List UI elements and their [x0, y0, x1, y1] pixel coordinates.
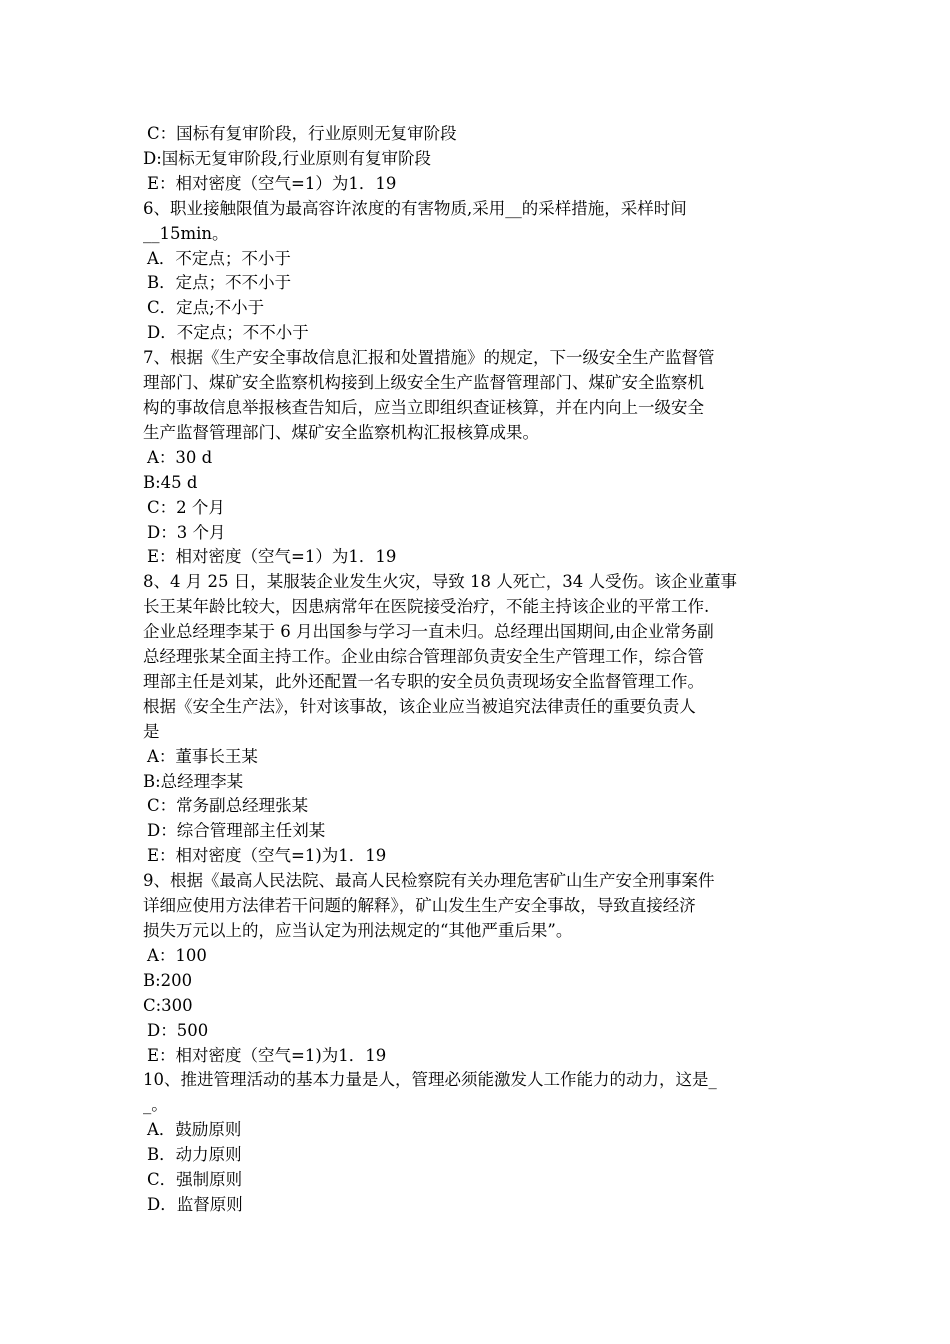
option-line: A：董事长王某 — [147, 746, 258, 766]
document-content — [143, 122, 811, 1218]
option-line: E：相对密度（空气=1）为1．19 — [147, 173, 397, 193]
question-stem-line: 长王某年龄比较大，因患病常年在医院接受治疗，不能主持该企业的平常工作. — [143, 597, 710, 617]
question-stem-line: __15min。 — [143, 223, 229, 243]
option-line: E：相对密度（空气=1)为1．19 — [147, 1045, 387, 1065]
question-stem-line: 企业总经理李某于 6 月出国参与学习一直未归。总经理出国期间,由企业常务副 — [143, 622, 714, 642]
option-line: C．强制原则 — [147, 1170, 243, 1190]
question-stem-line: 损失万元以上的，应当认定为刑法规定的“其他严重后果”。 — [143, 921, 573, 940]
question-stem-line: 生产监督管理部门、煤矿安全监察机构汇报核算成果。 — [143, 422, 539, 442]
option-line: E：相对密度（空气=1)为1．19 — [147, 846, 387, 866]
option-line: C：常务副总经理张某 — [147, 796, 309, 816]
question-10 — [143, 1068, 811, 1217]
option-line: B:200 — [143, 970, 193, 990]
question-stem-line: _。 — [143, 1095, 168, 1115]
option-line: D．不定点；不不小于 — [147, 323, 309, 343]
question-6 — [143, 197, 811, 346]
option-line: D：500 — [147, 1020, 209, 1040]
option-line: B:总经理李某 — [143, 771, 244, 791]
option-line: D．监督原则 — [147, 1194, 243, 1214]
option-line: B．定点；不不小于 — [147, 273, 292, 293]
option-line: A：100 — [147, 945, 207, 965]
option-line: D:国标无复审阶段,行业原则有复审阶段 — [143, 148, 432, 168]
pre-options — [143, 122, 811, 197]
question-9 — [143, 869, 811, 1068]
question-stem-line: 根据《安全生产法》，针对该事故，该企业应当被追究法律责任的重要负责人 — [143, 696, 696, 716]
question-stem-line: 总经理张某全面主持工作。企业由综合管理部负责安全生产管理工作，综合管 — [143, 647, 704, 667]
option-line: A．鼓励原则 — [147, 1120, 242, 1140]
option-line: E：相对密度（空气=1）为1．19 — [147, 547, 397, 567]
option-line: C：国标有复审阶段，行业原则无复审阶段 — [147, 124, 457, 143]
question-stem-line: 10、推进管理活动的基本力量是人，管理必须能激发人工作能力的动力，这是_ — [143, 1070, 717, 1090]
question-stem-line: 理部门、煤矿安全监察机构接到上级安全生产监督管理部门、煤矿安全监察机 — [143, 373, 704, 393]
option-line: B．动力原则 — [147, 1145, 242, 1165]
question-stem-line: 理部主任是刘某，此外还配置一名专职的安全员负责现场安全监督管理工作。 — [143, 671, 704, 691]
option-line: A：30 d — [147, 447, 213, 467]
question-stem-line: 7、根据《生产安全事故信息汇报和处置措施》的规定，下一级安全生产监督管 — [143, 348, 715, 368]
option-line: A．不定点；不小于 — [147, 248, 291, 268]
question-stem-line: 8、4 月 25 日，某服装企业发生火灾，导致 18 人死亡，34 人受伤。该企业董事 — [143, 572, 737, 592]
option-line: C：2 个月 — [147, 497, 225, 517]
question-8 — [143, 570, 811, 869]
option-line: B:45 d — [143, 472, 198, 492]
question-stem-line: 构的事故信息举报核查告知后，应当立即组织查证核算，并在内向上一级安全 — [143, 397, 704, 417]
question-stem-line: 是 — [143, 721, 160, 741]
option-line: D：综合管理部主任刘某 — [147, 821, 326, 841]
question-stem-line: 详细应使用方法律若干问题的解释》，矿山发生生产安全事故，导致直接经济 — [143, 896, 696, 916]
question-stem-line: 9、根据《最高人民法院、最高人民检察院有关办理危害矿山生产安全刑事案件 — [143, 871, 715, 891]
option-line: C．定点;不小于 — [147, 298, 265, 318]
option-line: C:300 — [143, 995, 193, 1015]
question-stem-line: 6、职业接触限值为最高容许浓度的有害物质,采用__的采样措施，采样时间 — [143, 198, 687, 218]
question-7 — [143, 346, 811, 570]
option-line: D：3 个月 — [147, 522, 226, 542]
